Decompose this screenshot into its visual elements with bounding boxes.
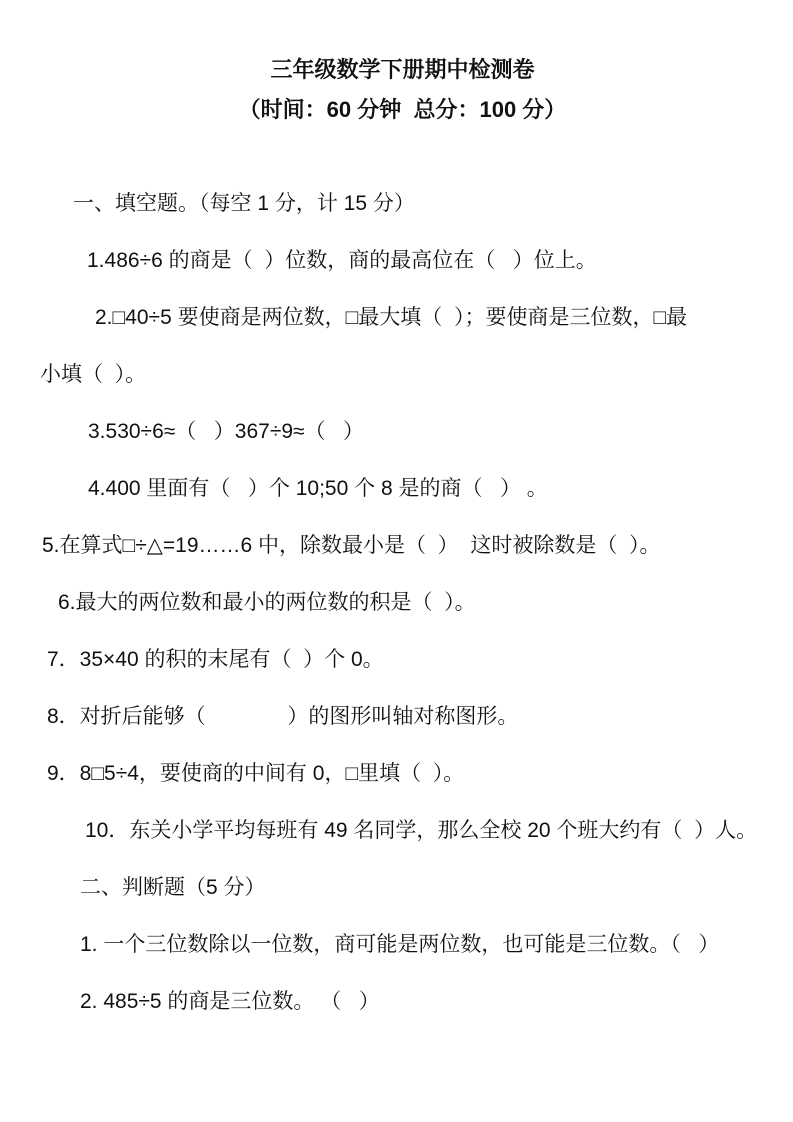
fill-blank-question-1: 1.486÷6 的商是（ ）位数，商的最高位在（ ）位上。 [87, 249, 597, 272]
fill-blank-question-3: 3.530÷6≈（ ）367÷9≈（ ） [88, 420, 365, 443]
document-title: 三年级数学下册期中检测卷 [270, 57, 535, 82]
document-content [0, 56, 793, 1030]
fill-blank-question-5: 5.在算式□÷△=19……6 中，除数最小是（ ） 这时被除数是（ ）。 [42, 534, 661, 557]
fill-blank-question-6: 6.最大的两位数和最小的两位数的积是（ ）。 [58, 591, 476, 614]
section-2-heading: 二、判断题（5 分） [80, 876, 266, 899]
fill-blank-question-10: 10．东关小学平均每班有 49 名同学，那么全校 20 个班大约有（ ）人。 [85, 819, 758, 842]
judgment-question-1: 1. 一个三位数除以一位数，商可能是两位数，也可能是三位数。（ ） [80, 933, 720, 956]
fill-blank-question-2-line-2: 小填（ ）。 [40, 363, 147, 386]
document-subtitle: （时间：60 分钟 总分：100 分） [238, 97, 567, 122]
judgment-question-2: 2. 485÷5 的商是三位数。 （ ） [80, 990, 380, 1013]
question-body [40, 175, 765, 1030]
section-1-heading: 一、填空题。（每空 1 分，计 15 分） [73, 192, 415, 215]
fill-blank-question-2-line-1: 2.□40÷5 要使商是两位数，□最大填（ ）；要使商是三位数，□最 [95, 306, 688, 329]
fill-blank-question-9: 9．8□5÷4，要使商的中间有 0，□里填（ ）。 [47, 762, 465, 785]
fill-blank-question-8: 8．对折后能够（ ）的图形叫轴对称图形。 [47, 705, 519, 728]
fill-blank-question-7: 7．35×40 的积的末尾有（ ）个 0。 [47, 648, 384, 671]
fill-blank-question-4: 4.400 里面有（ ）个 10;50 个 8 是的商（ ） 。 [88, 477, 548, 500]
